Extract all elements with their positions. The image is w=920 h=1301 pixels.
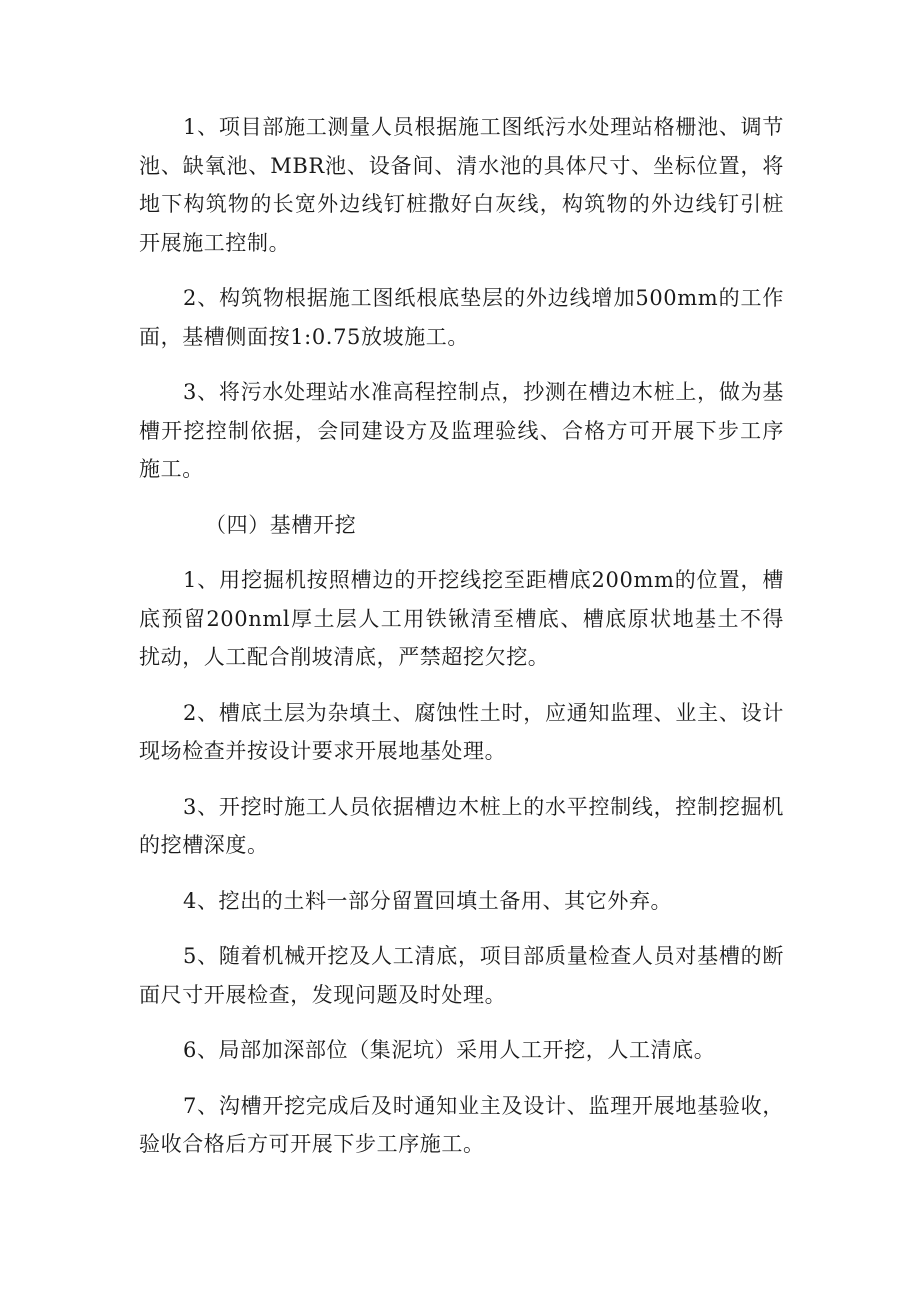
paragraph-soil-treatment: 2、槽底土层为杂填土、腐蚀性土时，应通知监理、业主、设计现场检查并按设计要求开展地基处理。 bbox=[139, 700, 784, 763]
paragraph-acceptance: 7、沟槽开挖完成后及时通知业主及设计、监理开展地基验收，验收合格后方可开展下步工序施工。 bbox=[139, 1093, 784, 1156]
paragraph-quality-check: 5、随着机械开挖及人工清底，项目部质量检查人员对基槽的断面尺寸开展检查，发现问题及时处理。 bbox=[139, 944, 784, 1007]
paragraph-elevation-control: 3、将污水处理站水准高程控制点，抄测在槽边木桩上，做为基槽开挖控制依据，会同建设方及监理验线、合格方可开展下步工序施工。 bbox=[139, 380, 784, 481]
paragraph-excavation-method: 1、用挖掘机按照槽边的开挖线挖至距槽底200mm的位置，槽底预留200nml厚土层人工用铁锹清至槽底、槽底原状地基土不得扰动，人工配合削坡清底，严禁超挖欠挖。 bbox=[139, 568, 784, 669]
paragraph-sump-pit: 6、局部加深部位（集泥坑）采用人工开挖，人工清底。 bbox=[183, 1038, 716, 1062]
paragraph-working-surface: 2、构筑物根据施工图纸根底垫层的外边线增加500mm的工作面，基槽侧面按1:0.75放坡施工。 bbox=[139, 286, 784, 349]
section-heading: （四）基槽开挖 bbox=[205, 512, 357, 537]
paragraph-survey-layout: 1、项目部施工测量人员根据施工图纸污水处理站格栅池、调节池、缺氧池、MBR池、设备间、清水池的具体尺寸、坐标位置，将地下构筑物的长宽外边线钉桩撒好白灰线，构筑物的外边线钉引桩开展施工控制。 bbox=[139, 115, 784, 255]
paragraph-spoil-handling: 4、挖出的土料一部分留置回填土备用、其它外弃。 bbox=[183, 888, 673, 913]
paragraph-depth-control: 3、开挖时施工人员依据槽边木桩上的水平控制线，控制挖掘机的挖槽深度。 bbox=[139, 794, 784, 857]
document-page bbox=[139, 108, 784, 1164]
